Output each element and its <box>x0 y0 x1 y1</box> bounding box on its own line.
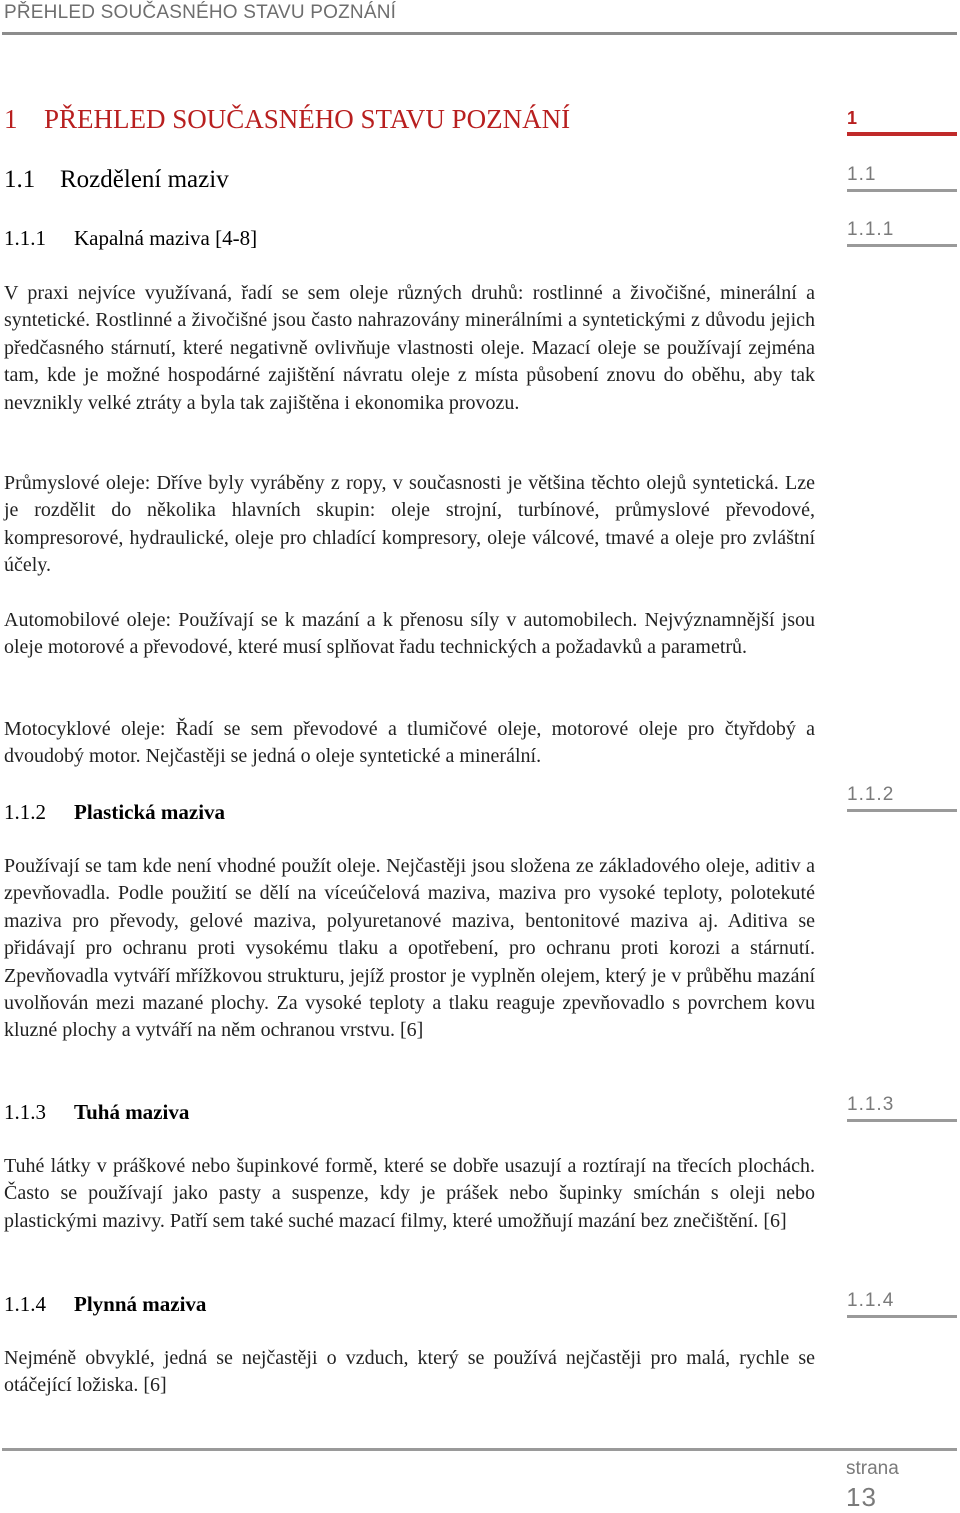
paragraph-kapalna-intro: V praxi nejvíce využívaná, řadí se sem oleje různých druhů: rostlinné a živočišné, minerální a syntetické. Rostlinné a živočišné jsou často nahrazovány minerálními a syntetickými z důvodu jejich předčasného stárnutí, které negativně ovlivňuje vlastnosti oleje. Mazací oleje se používají zejména tam, kde je možné hospodárné zajištění návratu oleje z místa působení znovu do oběhu, aby tak nevznikly velké ztráty a byla tak zajištěna i ekonomika provozu. <box>4 282 815 414</box>
margin-mark-label: 1.1.4 <box>847 1290 895 1311</box>
paragraph-plasticka-maziva: Používají se tam kde není vhodné použít oleje. Nejčastěji jsou složena ze základového oleje, aditiv a zpevňovadla. Podle použití se dělí na víceúčelová maziva, maziva pro vysoké teploty, polotekuté maziva pro převody, gelové maziva, polyuretanové maziva, bentonitové maziva aj. Aditiva se přidávají pro ochranu proti vysokému tlaku a opotřebení, pro ochranu proti korozi a stárnutí. Zpevňovadla vytváří mřížkovou strukturu, jejíž prostor je vyplněn olejem, který je v průběhu mazání uvolňován mezi mazané plochy. Za vysoké teploty a tlaku reaguje zpevňovadlo s povrchem kovu kluzné plochy a vytváří na něm ochranou vrstvu. [6] <box>4 855 815 1042</box>
chapter-number: 1 <box>4 104 18 134</box>
margin-mark-label: 1.1.2 <box>847 784 895 805</box>
margin-mark-1-1 <box>847 164 957 192</box>
paragraph-tuha-maziva: Tuhé látky v práškové nebo šupinkové formě, které se dobře usazují a roztírají na třecích plochách. Často se používají jako pasty a suspenze, kdy je prášek nebo šupinky smíchán s oleji nebo plastickými mazivy. Patří sem také suché mazací filmy, které umožňují mazání bez znečištění. [6] <box>4 1155 815 1232</box>
subsection-number: 1.1.2 <box>4 800 46 824</box>
subsection-title: Plynná maziva <box>74 1292 207 1316</box>
chapter-title: PŘEHLED SOUČASNÉHO STAVU POZNÁNÍ <box>44 104 571 134</box>
margin-mark-label: 1.1.3 <box>847 1094 895 1115</box>
margin-mark-bar <box>847 132 957 136</box>
subsection-title: Kapalná maziva [4-8] <box>74 226 258 250</box>
subsection-number: 1.1.1 <box>4 226 46 250</box>
subsection-heading-plasticka <box>4 800 225 825</box>
chapter-heading <box>4 104 570 135</box>
running-header: PŘEHLED SOUČASNÉHO STAVU POZNÁNÍ <box>4 2 397 23</box>
margin-mark-bar <box>847 244 957 247</box>
paragraph-motocyklove-oleje: Motocyklové oleje: Řadí se sem převodové a tlumičové oleje, motorové oleje pro čtyřdobý a dvoudobý motor. Nejčastěji se jedná o oleje syntetické a minerální. <box>4 718 815 768</box>
margin-mark-1-1-1 <box>847 219 957 247</box>
section-heading <box>4 166 229 194</box>
margin-mark-label: 1.1.1 <box>847 219 895 240</box>
section-number: 1.1 <box>4 166 36 193</box>
header-rule <box>2 32 957 35</box>
margin-mark-bar <box>847 189 957 192</box>
paragraph-automobilove-oleje: Automobilové oleje: Používají se k mazání a k přenosu síly v automobilech. Nejvýznamnější jsou oleje motorové a převodové, které musí splňovat řadu technických a požadavků a parametrů. <box>4 609 815 659</box>
subsection-title: Tuhá maziva <box>74 1100 190 1124</box>
subsection-heading-kapalna <box>4 226 257 251</box>
subsection-title: Plastická maziva <box>74 800 226 824</box>
footer-rule <box>2 1448 957 1451</box>
paragraph-plynna-maziva: Nejméně obvyklé, jedná se nejčastěji o vzduch, který se používá nejčastěji pro malá, rychle se otáčející ložiska. [6] <box>4 1347 815 1397</box>
subsection-heading-tuha <box>4 1100 189 1125</box>
paragraph-prumyslove-oleje: Průmyslové oleje: Dříve byly vyráběny z ropy, v současnosti je většina těchto olejů syntetická. Lze je rozdělit do několika hlavních skupin: oleje strojní, turbínové, průmyslové převodové, kompresorové, hydraulické, oleje pro chladící kompresory, oleje válcové, tmavé a oleje pro zvláštní účely. <box>4 472 815 577</box>
margin-mark-bar <box>847 1315 957 1318</box>
subsection-heading-plynna <box>4 1292 206 1317</box>
section-title: Rozdělení maziv <box>60 166 229 193</box>
page-number: 13 <box>846 1482 877 1512</box>
subsection-number: 1.1.4 <box>4 1292 46 1316</box>
margin-mark-1 <box>847 108 957 136</box>
margin-mark-label: 1.1 <box>847 164 877 185</box>
margin-mark-1-1-4 <box>847 1290 957 1318</box>
margin-mark-1-1-3 <box>847 1094 957 1122</box>
subsection-number: 1.1.3 <box>4 1100 46 1124</box>
margin-mark-label: 1 <box>847 108 858 128</box>
margin-mark-1-1-2 <box>847 784 957 812</box>
page-label: strana <box>846 1458 899 1479</box>
margin-mark-bar <box>847 809 957 812</box>
margin-mark-bar <box>847 1119 957 1122</box>
